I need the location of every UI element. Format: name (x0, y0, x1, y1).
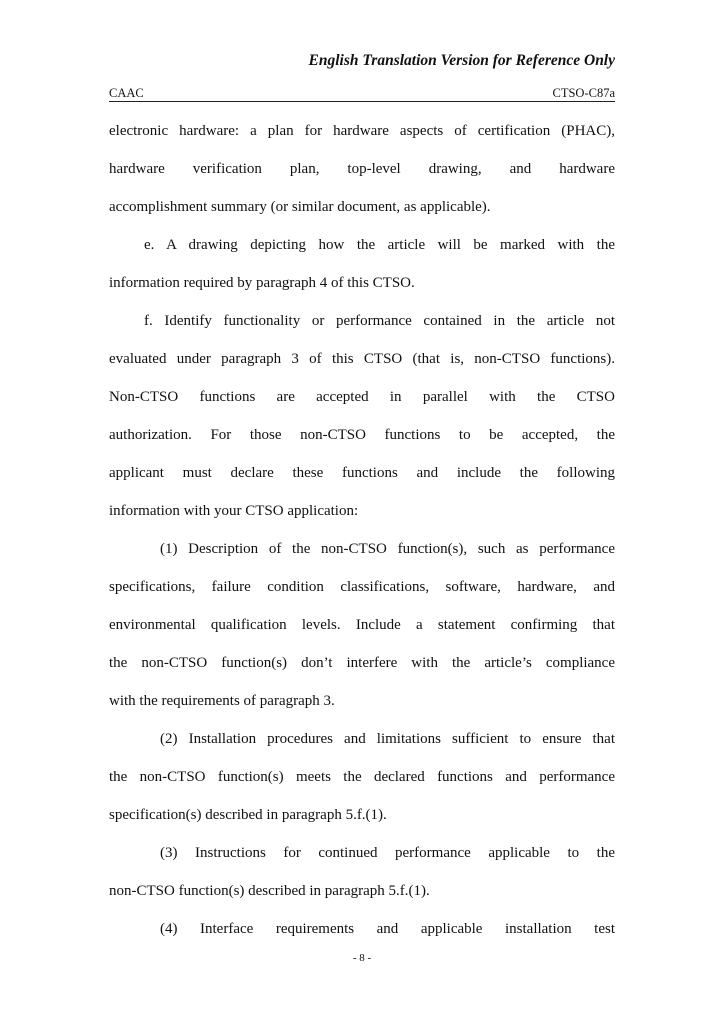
translation-banner: English Translation Version for Reference Only (308, 52, 615, 69)
header-document-id: CTSO-C87a (552, 86, 615, 100)
text-line: information required by paragraph 4 of this CTSO. (109, 275, 415, 291)
body-text (109, 112, 615, 948)
header-organization: CAAC (109, 86, 144, 100)
text-line: specification(s) described in paragraph 5.f.(1). (109, 807, 387, 823)
text-line: environmental qualification levels. Include a statement confirming that (109, 617, 615, 633)
text-line: specifications, failure condition classifications, software, hardware, and (109, 579, 615, 595)
text-line: evaluated under paragraph 3 of this CTSO (that is, non-CTSO functions). (109, 351, 615, 367)
text-line: authorization. For those non-CTSO functions to be accepted, the (109, 427, 615, 443)
text-line: applicant must declare these functions and include the following (109, 465, 615, 481)
running-header (109, 86, 615, 102)
text-line: e. A drawing depicting how the article will be marked with the (144, 237, 615, 253)
text-line: (2) Installation procedures and limitations sufficient to ensure that (160, 731, 615, 747)
text-line: (3) Instructions for continued performance applicable to the (160, 845, 615, 861)
text-line: the non-CTSO function(s) meets the declared functions and performance (109, 769, 615, 785)
text-line: (1) Description of the non-CTSO function(s), such as performance (160, 541, 615, 557)
text-line: non-CTSO function(s) described in paragraph 5.f.(1). (109, 883, 430, 899)
text-line: with the requirements of paragraph 3. (109, 693, 335, 709)
text-line: hardware verification plan, top-level drawing, and hardware (109, 161, 615, 177)
page-number: - 8 - (352, 952, 372, 964)
text-line: accomplishment summary (or similar document, as applicable). (109, 199, 491, 215)
text-line: the non-CTSO function(s) don’t interfere with the article’s compliance (109, 655, 615, 671)
text-line: (4) Interface requirements and applicable installation test (160, 921, 615, 937)
text-line: Non-CTSO functions are accepted in parallel with the CTSO (109, 389, 615, 405)
text-line: information with your CTSO application: (109, 503, 359, 519)
text-line: electronic hardware: a plan for hardware aspects of certification (PHAC), (109, 123, 615, 139)
text-line: f. Identify functionality or performance contained in the article not (144, 313, 615, 329)
